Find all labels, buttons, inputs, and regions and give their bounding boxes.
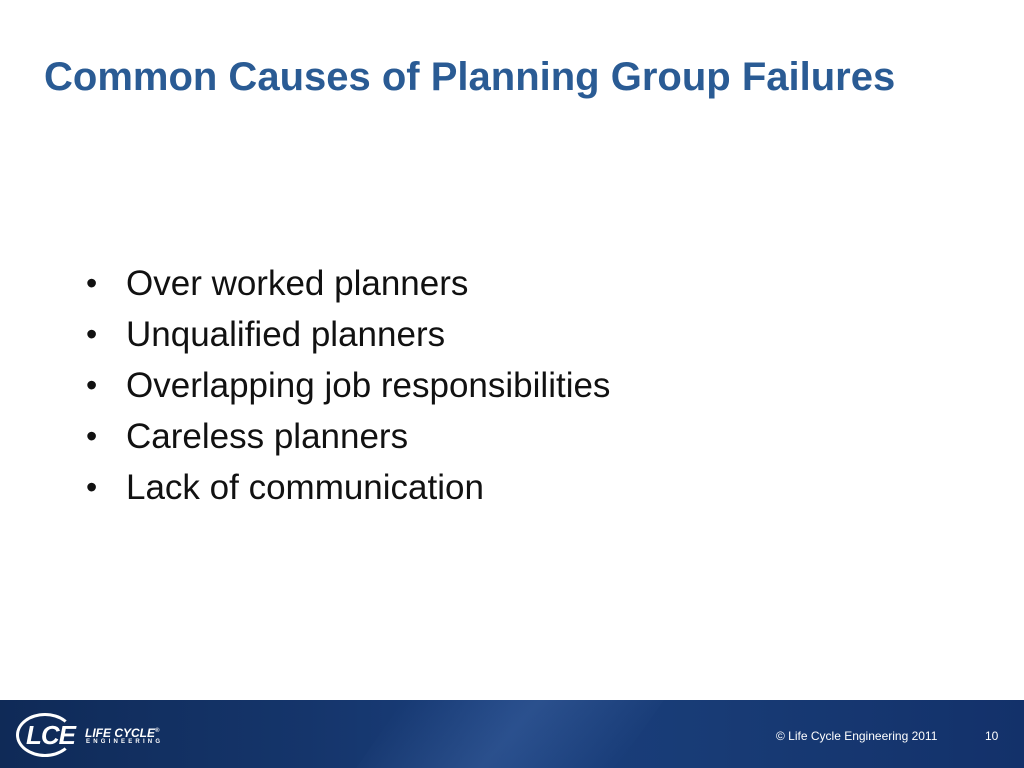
logo-subtitle: ENGINEERING bbox=[86, 739, 164, 745]
company-logo bbox=[16, 713, 166, 757]
copyright-text: © Life Cycle Engineering 2011 bbox=[776, 729, 938, 743]
bullet-dot: • bbox=[86, 265, 98, 301]
bullet-item bbox=[86, 411, 610, 462]
page-number: 10 bbox=[985, 729, 999, 743]
logo-mark: LCE bbox=[26, 720, 75, 750]
bullet-dot: • bbox=[86, 367, 98, 403]
bullet-text: Unqualified planners bbox=[126, 315, 446, 354]
bullet-dot: • bbox=[86, 469, 98, 505]
bullet-item bbox=[86, 462, 610, 513]
bullet-text: Careless planners bbox=[126, 417, 409, 456]
slide-title: Common Causes of Planning Group Failures bbox=[44, 55, 896, 99]
bullet-list bbox=[86, 258, 610, 513]
bullet-dot: • bbox=[86, 418, 98, 454]
footer-sheen bbox=[356, 700, 664, 768]
bullet-text: Over worked planners bbox=[126, 264, 469, 303]
bullet-item bbox=[86, 258, 610, 309]
logo-name bbox=[85, 725, 159, 740]
logo-name-text: LIFE CYCLE bbox=[85, 726, 156, 740]
footer-bar bbox=[0, 700, 1024, 768]
bullet-dot: • bbox=[86, 316, 98, 352]
bullet-item bbox=[86, 360, 610, 411]
registered-mark: ® bbox=[155, 728, 160, 734]
bullet-text: Lack of communication bbox=[126, 468, 484, 507]
bullet-text: Overlapping job responsibilities bbox=[126, 366, 611, 405]
bullet-item bbox=[86, 309, 610, 360]
